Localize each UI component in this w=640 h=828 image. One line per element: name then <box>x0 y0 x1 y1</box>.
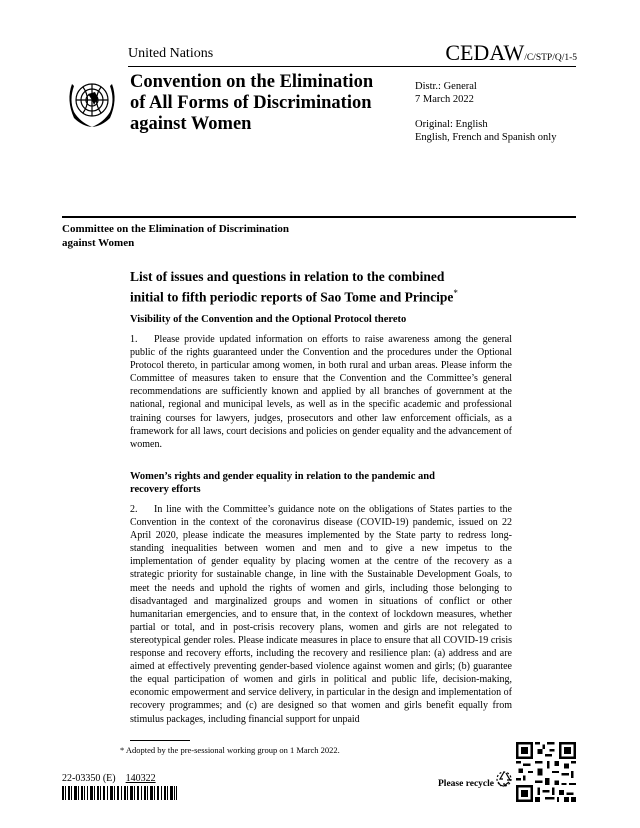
job-number-code: 22-03350 (E) <box>62 773 116 784</box>
committee-rule <box>62 216 576 218</box>
committee-name <box>62 222 362 250</box>
footnote: * Adopted by the pre-sessional working group on 1 March 2022. <box>120 745 340 755</box>
section-heading-line1: Women’s rights and gender equality in relation to the pandemic and <box>130 471 435 482</box>
paragraph-text: In line with the Committee’s guidance note on the obligations of States parties to the Convention in the context of the coronavirus disease (COVID-19) pandemic, issued on 22 April 2020, please indicate the measures implemented by the State party to redress long-standing inequalities between women and men and to give a new impetus to the implementation of gender equality by placing women at the centre of the recovery as a strategic priority for sustainable change, in line with the Sustainable Development Goals, to meet the needs and uphold the rights of women and girls, including those belonging to disadvantaged and marginalized groups and women in situations of conflict or other humanitarian emergencies, and to ensure that, in the context of lockdown measures, whether partial or total, and in post-crisis recovery plans, women and girls are not relegated to stereotypical gender roles. Please indicate measures in place to ensure that all COVID-19 crisis response and recovery efforts, including the recovery and resilience plan: (a) address and are aimed at effectively preventing gender-based violence against women and girls; (b) guarantee the equal participation of women and girls in political and public life, decision-making, economic empowerment and service delivery, in particular in the design and implementation of recovery programmes; and (c) are designed so that women and girls benefit equally from stimulus packages, including financial support for unpaid <box>130 504 512 725</box>
convention-title-line3: against Women <box>130 114 252 134</box>
barcode-icon <box>62 786 177 800</box>
available-languages: English, French and Spanish only <box>415 132 557 143</box>
convention-title-line1: Convention on the Elimination <box>130 72 374 92</box>
paragraph-number: 1. <box>130 334 138 345</box>
symbol-main: CEDAW <box>445 40 525 65</box>
distribution-block <box>415 80 477 106</box>
un-emblem-icon <box>62 72 122 132</box>
committee-line2: against Women <box>62 237 135 249</box>
section-heading-pandemic <box>130 470 550 496</box>
convention-title <box>130 72 400 135</box>
recycle-icon <box>495 770 513 788</box>
symbol-sub: /C/STP/Q/1-5 <box>524 53 577 63</box>
original-language: Original: English <box>415 119 488 130</box>
section-heading-line2: recovery efforts <box>130 484 201 495</box>
document-title-line1: List of issues and questions in relation to the combined <box>130 269 445 284</box>
committee-line1: Committee on the Elimination of Discrimination <box>62 223 290 235</box>
convention-title-line2: of All Forms of Discrimination <box>130 93 372 113</box>
job-number-date: 140322 <box>125 773 156 784</box>
paragraph-number: 2. <box>130 504 138 515</box>
header-rule <box>128 66 576 67</box>
document-symbol <box>445 40 577 66</box>
organization-name: United Nations <box>128 46 214 61</box>
distribution-date: 7 March 2022 <box>415 94 474 105</box>
document-title-line2: initial to fifth periodic reports of Sao Tome and Principe <box>130 289 454 305</box>
paragraph-text: Please provide updated information on efforts to raise awareness among the general public of the rights guaranteed under the Convention and the procedures under the Optional Protocol thereto, in particular among women, in both rural and urban areas. Please inform the Committee of measures taken to ensure that the Convention and the Committee’s general recommendations are sufficiently known and applied by all branches of government at the national, regional and municipal levels, as well as in the specific academic and professional training courses for lawyers, judges, prosecutors and other law enforcement officials, as a framework for all laws, court decisions and policies on gender equality and the advancement of women. <box>130 334 512 450</box>
language-block <box>415 118 556 144</box>
qr-code-icon <box>516 742 576 802</box>
distribution-type: Distr.: General <box>415 81 477 92</box>
document-title <box>130 269 530 306</box>
section-heading-visibility: Visibility of the Convention and the Optional Protocol thereto <box>130 314 407 325</box>
footnote-marker: * <box>453 288 458 298</box>
paragraph-2 <box>130 503 512 726</box>
recycle-text: Please recycle <box>438 779 494 789</box>
paragraph-1 <box>130 333 512 451</box>
job-number <box>62 773 156 784</box>
footnote-rule <box>130 740 190 741</box>
